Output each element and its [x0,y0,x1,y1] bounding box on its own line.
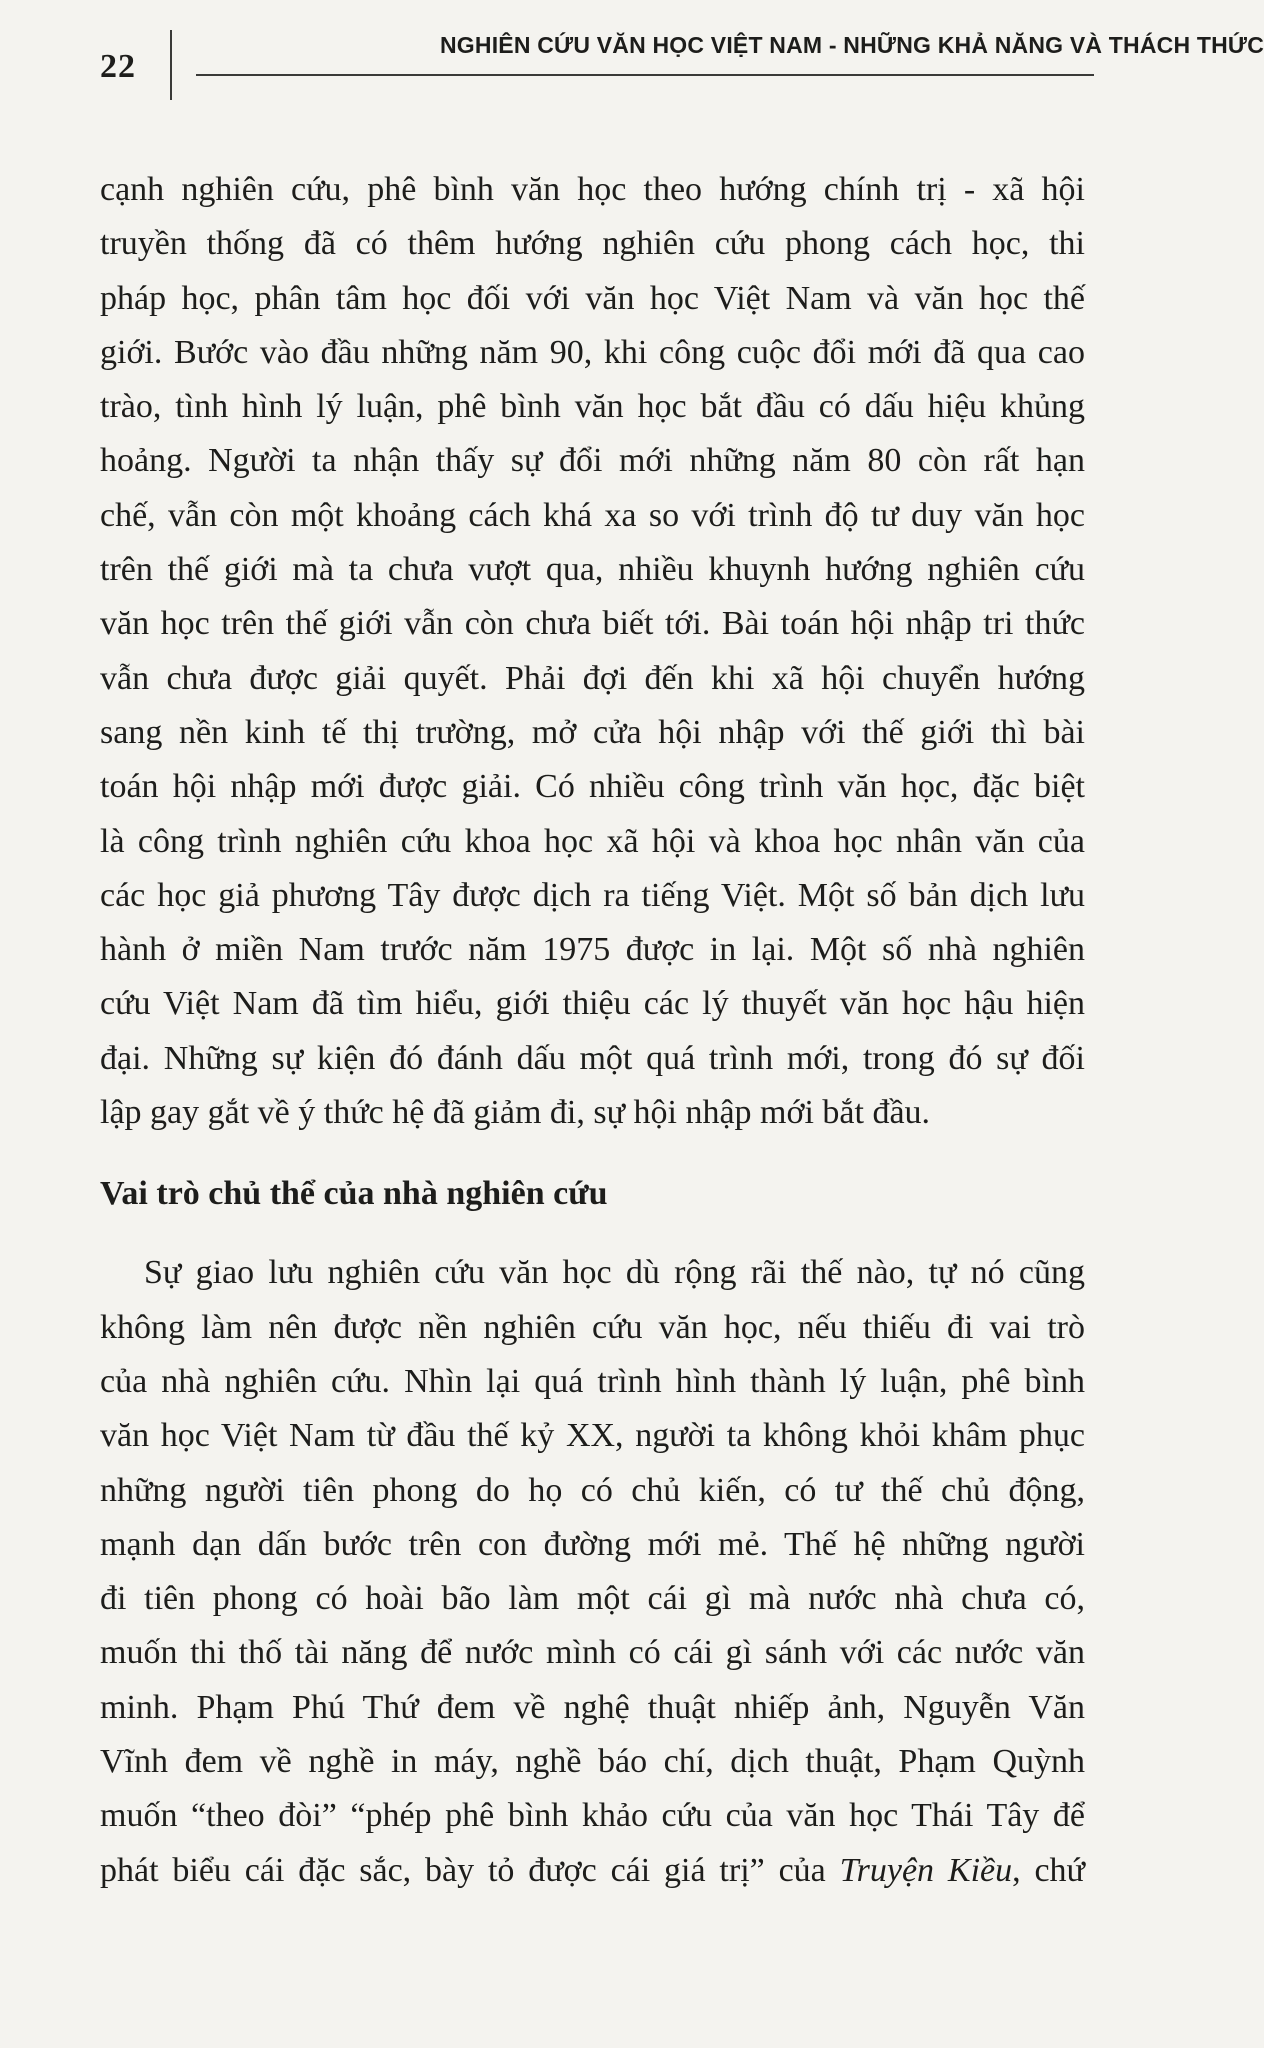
text-line: lập gay gắt về ý thức hệ đã giảm đi, sự hội nhập mới bắt đầu. [100,1094,931,1132]
text-line: muốn thi thố tài năng để nước mình có cái gì sánh với các nước văn [100,1634,1085,1672]
text-line: không làm nên được nền nghiên cứu văn học, nếu thiếu đi vai trò [100,1308,1085,1346]
text-line: mạnh dạn dấn bước trên con đường mới mẻ. Thế hệ những người [100,1525,1085,1563]
text-line: trào, tình hình lý luận, phê bình văn học bắt đầu có dấu hiệu khủng [100,388,1085,426]
text-line: chế, vẫn còn một khoảng cách khá xa so với trình độ tư duy văn học [100,496,1085,534]
text-line: Sự giao lưu nghiên cứu văn học dù rộng rãi thế nào, tự nó cũng [144,1254,1085,1292]
text-line-last [100,1844,1085,1898]
book-title-italic: Truyện Kiều [839,1851,1013,1889]
text-line: những người tiên phong do họ có chủ kiến, có tư thế chủ động, [100,1471,1085,1509]
text-line: cạnh nghiên cứu, phê bình văn học theo hướng chính trị - xã hội [100,171,1085,208]
text-segment: phát biểu cái đặc sắc, bày tỏ được cái giá trị” của [100,1851,840,1889]
section-heading: Vai trò chủ thể của nhà nghiên cứu [100,1175,608,1213]
text-line: sang nền kinh tế thị trường, mở cửa hội nhập với thế giới thì bài [100,713,1085,751]
text-segment: , chứ [1012,1851,1085,1889]
page-body [100,163,1085,1898]
text-line: cứu Việt Nam đã tìm hiểu, giới thiệu các lý thuyết văn học hậu hiện [100,985,1085,1023]
text-line: truyền thống đã có thêm hướng nghiên cứu phong cách học, thi [100,225,1085,263]
text-line: hoảng. Người ta nhận thấy sự đổi mới những năm 80 còn rất hạn [100,442,1085,480]
text-line: đại. Những sự kiện đó đánh dấu một quá trình mới, trong đó sự đối [100,1039,1085,1077]
text-line: vẫn chưa được giải quyết. Phải đợi đến khi xã hội chuyển hướng [100,659,1085,697]
text-line: của nhà nghiên cứu. Nhìn lại quá trình hình thành lý luận, phê bình [100,1362,1085,1400]
running-title: NGHIÊN CỨU VĂN HỌC VIỆT NAM - NHỮNG KHẢ NĂNG VÀ THÁCH THỨC [440,32,1264,58]
text-line: giới. Bước vào đầu những năm 90, khi công cuộc đổi mới đã qua cao [100,333,1085,371]
paragraph-2 [100,1246,1085,1898]
text-line: hành ở miền Nam trước năm 1975 được in lại. Một số nhà nghiên [100,931,1085,969]
header-vertical-divider [170,30,172,100]
text-line: toán hội nhập mới được giải. Có nhiều công trình văn học, đặc biệt [100,768,1085,806]
paragraph-1 [100,163,1085,1140]
header-rule [196,74,1094,76]
text-line: văn học trên thế giới vẫn còn chưa biết tới. Bài toán hội nhập tri thức [100,605,1085,643]
text-line: minh. Phạm Phú Thứ đem về nghệ thuật nhiếp ảnh, Nguyễn Văn [100,1688,1085,1726]
text-line: là công trình nghiên cứu khoa học xã hội và khoa học nhân văn của [100,822,1085,860]
text-line: muốn “theo đòi” “phép phê bình khảo cứu của văn học Thái Tây để [100,1797,1085,1835]
text-line: pháp học, phân tâm học đối với văn học Việt Nam và văn học thế [100,279,1085,317]
text-line: các học giả phương Tây được dịch ra tiếng Việt. Một số bản dịch lưu [100,876,1085,914]
text-line: văn học Việt Nam từ đầu thế kỷ XX, người ta không khỏi khâm phục [100,1417,1085,1455]
text-line: trên thế giới mà ta chưa vượt qua, nhiều khuynh hướng nghiên cứu [100,551,1085,589]
page-number: 22 [100,48,136,85]
text-line: đi tiên phong có hoài bão làm một cái gì mà nước nhà chưa có, [100,1580,1085,1618]
text-line: Vĩnh đem về nghề in máy, nghề báo chí, dịch thuật, Phạm Quỳnh [100,1743,1085,1781]
